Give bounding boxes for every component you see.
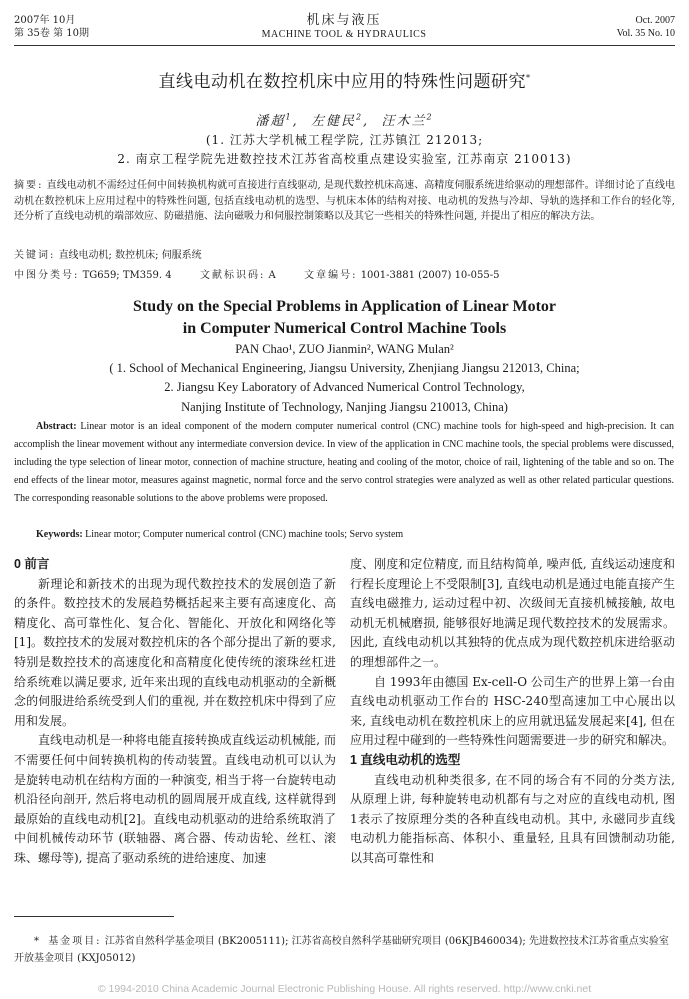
author-2-sup: 2	[355, 112, 364, 122]
article-title-en-2: in Computer Numerical Control Machine Tools	[182, 320, 507, 337]
title-fund-mark: *	[526, 73, 531, 83]
keywords-cn-label: 关键词:	[14, 250, 56, 261]
affiliation-cn-2: 2. 南京工程学院先进数控技术江苏省高校重点建设实验室, 江苏南京 210013)	[117, 152, 572, 166]
section-1-heading: 1 直线电动机的选型	[350, 752, 461, 767]
header-volume-en: Vol. 35 No. 10	[616, 28, 675, 39]
clc-value: TG659; TM359. 4	[82, 270, 172, 281]
classification-line	[14, 268, 675, 284]
abstract-en	[14, 418, 674, 508]
body-paragraph: 自 1993年由德国 Ex-cell-O 公司生产的世界上第一台由直线电动机驱动工作台的 HSC-240型高速加工中心展出以来, 直线电动机在数控机床上的应用就迅猛发展起来[4], 但在应用过程中碰到的一些特殊性问题需要进一步的研究和解决。	[350, 674, 675, 748]
keywords-en-text: Linear motor; Computer numerical control (CNC) machine tools; Servo system	[85, 529, 404, 540]
keywords-en	[14, 526, 674, 544]
header-right	[535, 14, 675, 40]
body-paragraph: 度、刚度和定位精度, 而且结构简单, 噪声低, 直线运动速度和行程长度理论上不受限制[3], 直线电动机是通过电能直接产生直线电磁推力, 运动过程中初、次级间无直接机械接触, 故电动机无机械磨损, 能够很好地满足现代数控技术的发展需求。因此, 直线电动机以其独特的优点成为现代数控机床进给驱动的理想部件之一。	[350, 557, 675, 669]
abstract-cn-text: 直线电动机不需经过任何中间转换机构就可直接进行直线驱动, 是现代数控机床高速、高精度伺服系统进给驱动的理想部件。详细讨论了直线电动机在数控机床上应用过程中的特殊性问题, 包括直线电动机的选型、与机床本体的结构对接、电动机的发热与冷却、导轨的选择和工作台的轻化等, 还分析了直线电动机的端部效应、防磁措施、法向磁吸力和伺服控制策略以及其它一些相关的特殊性问题, 并提出了相应的解决方法。	[14, 180, 675, 222]
journal-name-en: MACHINE TOOL & HYDRAULICS	[261, 29, 427, 40]
author-2: 左健民	[310, 114, 356, 129]
author-3: 汪木兰	[381, 114, 427, 129]
article-title-cn	[0, 67, 689, 92]
article-title-en-1: Study on the Special Problems in Application of Linear Motor	[133, 298, 556, 315]
abstract-cn-label: 摘要:	[14, 180, 44, 191]
article-no-label: 文章编号:	[304, 270, 358, 281]
title-text-cn: 直线电动机在数控机床中应用的特殊性问题研究	[158, 72, 526, 92]
header-date: 2007年 10月	[14, 15, 76, 26]
authors-cn: 潘超$^1$, 左健民$^2$, 汪木兰$^2$	[255, 112, 434, 129]
keywords-cn	[14, 248, 675, 264]
affiliation-cn-1: (1. 江苏大学机械工程学院, 江苏镇江 212013;	[205, 133, 484, 147]
body-paragraph: 新理论和新技术的出现为现代数控技术的发展创造了新的条件。数控技术的发展趋势概括起来主要有高速度化、高精度化、高可靠性化、复合化、智能化、开放化和网络化等[1]。数控技术的发展对数控机床的各个部分提出了新的要求, 特别是数控技术的高速度化和高精度化使传统的滚珠丝杠进给系统难以满足要求, 近年来出现的直线电动机驱动的全新概念的伺服进给系统受到人们的重视, 并在数控机床中得到了应用和发展。	[14, 576, 336, 728]
body-paragraph: 直线电动机是一种将电能直接转换成直线运动机械能, 而不需要任何中间转换机构的传动装置。直线电动机可以认为是旋转电动机在结构方面的一种演变, 相当于将一台旋转电动机沿径向剖开, 然后将电动机的圆周展开成直线, 这样就得到最原始的直线电动机[2]。直线电动机驱动的进给系统取消了中间机械传动环节 (联轴器、离合器、传动齿轮、丝杠、滚珠、螺母等), 提高了驱动系统的进给速度、加速	[14, 733, 336, 865]
footnote-rule	[14, 916, 174, 917]
header-left	[14, 14, 154, 40]
copyright-watermark: © 1994-2010 China Academic Journal Electronic Publishing House. All rights reserved. http://www.cnki.net	[97, 983, 592, 995]
footnote-mark: *	[34, 936, 39, 947]
journal-name-cn: 机床与液压	[306, 13, 382, 28]
clc-label: 中图分类号:	[14, 270, 80, 281]
affiliation-en-3: Nanjing Institute of Technology, Nanjing Jiangsu 210013, China)	[181, 400, 508, 414]
header-date-en: Oct. 2007	[635, 15, 675, 26]
body-column-left	[14, 555, 336, 869]
keywords-en-label: Keywords:	[36, 529, 83, 540]
abstract-cn	[14, 178, 675, 225]
footnote-label: 基金项目:	[48, 936, 102, 947]
doc-code-value: A	[268, 270, 276, 281]
body-paragraph: 直线电动机种类很多, 在不同的场合有不同的分类方法, 从原理上讲, 每种旋转电动机都有与之对应的直线电动机, 图 1表示了按原理分类的各种直线电动机。其中, 永磁同步直线电动机力能指标高、体积小、重量轻, 且具有回馈制动功能, 以其高可靠性和	[350, 772, 675, 865]
article-no-value: 1001-3881 (2007) 10-055-5	[360, 270, 500, 281]
header-rule	[14, 45, 675, 46]
footnote	[14, 933, 674, 967]
header-volume: 第 35卷 第 10期	[14, 28, 89, 39]
author-1-sup: 1	[285, 112, 293, 122]
affiliation-en-1: ( 1. School of Mechanical Engineering, Jiangsu University, Zhenjiang Jiangsu 212013, China;	[109, 361, 580, 375]
body-column-right	[350, 555, 675, 869]
authors-en: PAN Chao¹, ZUO Jianmin², WANG Mulan²	[235, 342, 454, 356]
author-3-sup: 2	[426, 112, 434, 122]
footnote-text: 江苏省自然科学基金项目 (BK2005111); 江苏省高校自然科学基础研究项目 (06KJB460034); 先进数控技术江苏省重点实验室开放基金项目 (KXJ05012)	[14, 936, 669, 964]
affiliation-en-2: 2. Jiangsu Key Laboratory of Advanced Numerical Control Technology,	[164, 380, 525, 394]
section-0-heading: 0 前言	[14, 557, 50, 571]
abstract-en-label: Abstract:	[36, 421, 77, 432]
author-1: 潘超	[255, 114, 286, 129]
header-center	[194, 14, 494, 41]
keywords-cn-text: 直线电动机; 数控机床; 伺服系统	[58, 250, 202, 261]
abstract-en-text: Linear motor is an ideal component of the modern computer numerical control (CNC) machine tools for high-speed and high-precision. It can accomplish the linear movement without any intermediate conversion device. In view of the application in CNC machine tools, the special problems were discussed, including the type selection of linear motor, connection of machine structure, heating and cooling of the motor, choice of rail, lightening of the table and so on. The end effects of the linear motor, measures against magnetic, normal force and the servo control strategies were analyzed as well as other related particular questions. The corresponding reasonable solutions to the above problems were proposed.	[14, 421, 675, 504]
doc-code-label: 文献标识码:	[199, 270, 266, 281]
